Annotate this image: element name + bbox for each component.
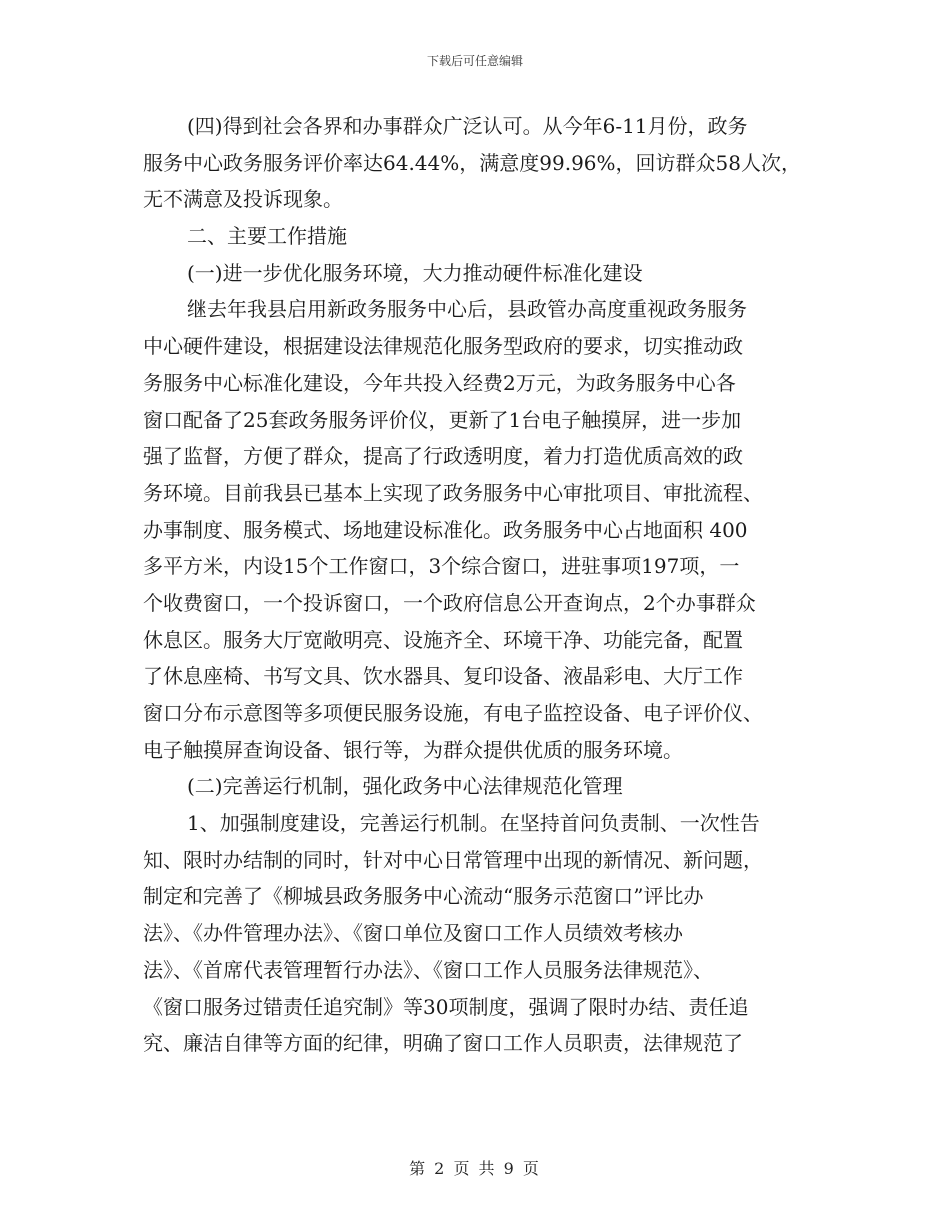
text-line: 窗口配备了25套政务服务评价仪，更新了1台电子触摸屏，进一步加 [143, 407, 742, 432]
page-footer: 第 2 页 共 9 页 [409, 1159, 541, 1178]
text-line: 究、廉洁自律等方面的纪律，明确了窗口工作人员职责，法律规范了 [143, 1031, 743, 1056]
text-line: 继去年我县启用新政务服务中心后，县政管办高度重视政务服务 [187, 297, 747, 322]
text-line: 办事制度、服务模式、场地建设标准化。政务服务中心占地面积 400 [143, 517, 748, 542]
document-body [143, 108, 823, 1062]
text-line: (一)进一步优化服务环境，大力推动硬件标准化建设 [187, 260, 643, 285]
text-line: 法》、《办件管理办法》、《窗口单位及窗口工作人员绩效考核办 [143, 921, 683, 946]
text-line: (二)完善运行机制，强化政务中心法律规范化管理 [187, 774, 623, 799]
text-line: 《窗口服务过错责任追究制》等30项制度，强调了限时办结、责任追 [143, 994, 749, 1019]
text-line: 中心硬件建设，根据建设法律规范化服务型政府的要求，切实推动政 [143, 334, 743, 359]
text-line: 窗口分布示意图等多项便民服务设施，有电子监控设备、电子评价仪、 [143, 701, 763, 725]
text-line: 强了监督，方便了群众，提高了行政透明度，着力打造优质高效的政 [143, 444, 743, 469]
text-line: 法》、《首席代表管理暂行办法》、《窗口工作人员服务法律规范》、 [143, 957, 713, 982]
text-line: (四)得到社会各界和办事群众广泛认可。从今年6-11月份，政务 [187, 114, 748, 138]
text-line: 无不满意及投诉现象。 [143, 187, 343, 212]
text-line: 服务中心政务服务评价率达64.44%，满意度99.96%，回访群众58人次， [143, 150, 801, 175]
text-line: 制定和完善了《柳城县政务服务中心流动“服务示范窗口”评比办 [143, 884, 704, 909]
text-line: 二、主要工作措施 [187, 224, 347, 249]
text-line: 了休息座椅、书写文具、饮水器具、复印设备、液晶彩电、大厅工作 [143, 664, 743, 689]
text-line: 个收费窗口，一个投诉窗口，一个政府信息公开查询点，2个办事群众 [143, 590, 756, 615]
page-header: 下载后可任意编辑 [426, 54, 523, 68]
text-line: 1、加强制度建设，完善运行机制。在坚持首问负责制、一次性告 [187, 811, 760, 836]
text-line: 务环境。目前我县已基本上实现了政务服务中心审批项目、审批流程、 [143, 480, 763, 505]
text-line: 休息区。服务大厅宽敞明亮、设施齐全、环境干净、功能完备，配置 [143, 627, 743, 652]
text-line: 知、限时办结制的同时，针对中心日常管理中出现的新情况、新问题， [143, 847, 763, 872]
text-line: 务服务中心标准化建设，今年共投入经费2万元，为政务服务中心各 [143, 370, 736, 395]
text-line: 多平方米，内设15个工作窗口，3个综合窗口，进驻事项197项，一 [143, 554, 740, 579]
text-line: 电子触摸屏查询设备、银行等，为群众提供优质的服务环境。 [143, 737, 683, 762]
